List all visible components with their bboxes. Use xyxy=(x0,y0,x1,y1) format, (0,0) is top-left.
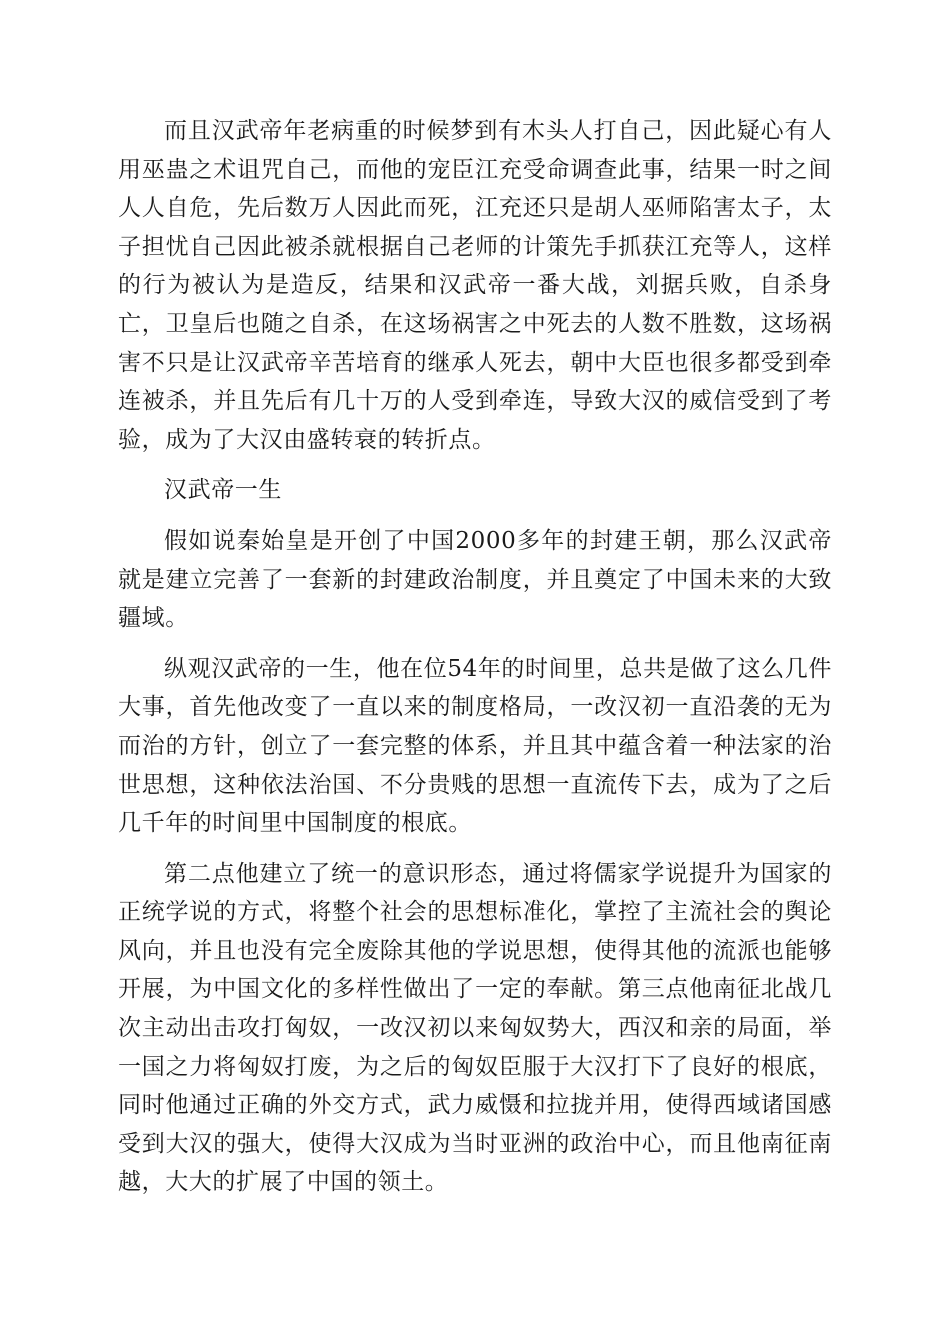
paragraph-founding-system: 假如说秦始皇是开创了中国2000多年的封建王朝，那么汉武帝就是建立完善了一套新的封建政治制度，并且奠定了中国未来的大致疆域。 xyxy=(118,527,832,632)
paragraph-ideology-and-conquests: 第二点他建立了统一的意识形态，通过将儒家学说提升为国家的正统学说的方式，将整个社会的思想标准化，掌控了主流社会的舆论风向，并且也没有完全废除其他的学说思想，使得其他的流派也能够开展，为中国文化的多样性做出了一定的奉献。第三点他南征北战几次主动出击攻打匈奴，一改汉初以来匈奴势大，西汉和亲的局面，举一国之力将匈奴打废，为之后的匈奴臣服于大汉打下了良好的根底，同时他通过正确的外交方式，武力威慑和拉拢并用，使得西域诸国感受到大汉的强大，使得大汉成为当时亚洲的政治中心，而且他南征南越，大大的扩展了中国的领土。 xyxy=(118,860,832,1196)
paragraph-reign-overview: 纵观汉武帝的一生，他在位54年的时间里，总共是做了这么几件大事，首先他改变了一直以来的制度格局，一改汉初一直沿袭的无为而治的方针，创立了一套完整的体系，并且其中蕴含着一种法家的治世思想，这种依法治国、不分贵贱的思想一直流传下去，成为了之后几千年的时间里中国制度的根底。 xyxy=(118,655,832,837)
paragraph-wu-gu-incident: 而且汉武帝年老病重的时候梦到有木头人打自己，因此疑心有人用巫蛊之术诅咒自己，而他的宠臣江充受命调查此事，结果一时之间人人自危，先后数万人因此而死，江充还只是胡人巫师陷害太子，太子担忧自己因此被杀就根据自己老师的计策先手抓获江充等人，这样的行为被认为是造反，结果和汉武帝一番大战，刘据兵败，自杀身亡，卫皇后也随之自杀，在这场祸害之中死去的人数不胜数，这场祸害不只是让汉武帝辛苦培育的继承人死去，朝中大臣也很多都受到牵连被杀，并且先后有几十万的人受到牵连，导致大汉的威信受到了考验，成为了大汉由盛转衰的转折点。 xyxy=(118,118,832,453)
document-page xyxy=(118,112,832,1202)
section-heading: 汉武帝一生 xyxy=(164,477,282,504)
